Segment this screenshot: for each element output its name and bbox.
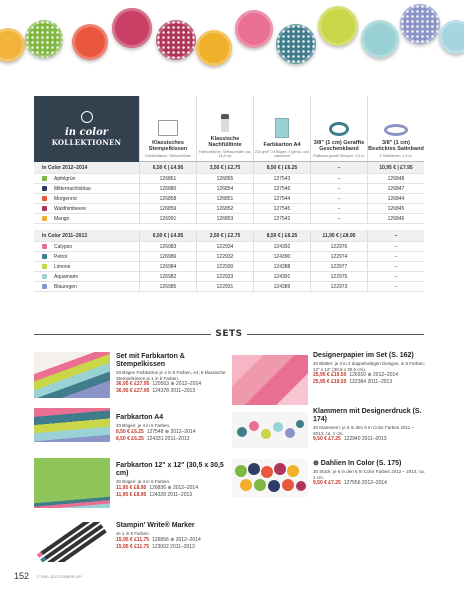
item-number-cell: 127542 — [253, 214, 310, 223]
color-name-cell — [34, 186, 139, 192]
color-row — [34, 174, 424, 184]
product-title: Farbkarton A4 — [116, 414, 164, 421]
product-dahlias — [313, 460, 425, 487]
flower-banner — [0, 0, 464, 90]
color-swatch — [42, 186, 47, 191]
price-line: 8,50 € £6.25 124331 2011–2013 — [116, 435, 190, 442]
product-title: ⊕ Dahlien In Color (S. 175) — [313, 460, 402, 467]
price-cell: 6,50 € | £4.95 — [139, 230, 196, 241]
flower-embellishment — [276, 24, 316, 64]
column-title: Klassisches Stempelkissen — [148, 139, 188, 153]
item-number-cell: – — [310, 174, 367, 183]
product-desc: 20 Bögen: je 4 in 5 Farben. — [116, 479, 171, 484]
cardstock-a4-image — [34, 408, 110, 442]
color-name-cell — [34, 216, 139, 222]
product-set-cardstock — [116, 353, 226, 395]
color-swatch — [42, 244, 47, 249]
item-number-cell: – — [367, 272, 424, 281]
clips-icon — [232, 412, 308, 448]
item-number-cell: – — [367, 282, 424, 291]
flower-embellishment — [0, 28, 25, 62]
item-number-cell: 124390 — [253, 252, 310, 261]
item-number-cell: 126846 — [367, 214, 424, 223]
color-row — [34, 252, 424, 262]
in-color-logo — [34, 96, 139, 162]
color-name-cell — [34, 264, 139, 270]
divider-line — [247, 334, 424, 335]
color-row — [34, 204, 424, 214]
price-cell: 8,50 € | £6.25 — [253, 162, 310, 173]
price-cell: 6,50 € | £4.95 — [139, 162, 196, 173]
price-cell: – — [367, 230, 424, 241]
column-sub: Farbtonfläche, Stiftnachfüller (ca. 14,8 ml) — [198, 149, 252, 158]
dahlias-icon — [232, 459, 308, 497]
item-number-cell: 122973 — [310, 282, 367, 291]
color-swatch — [42, 264, 47, 269]
item-number-cell: 124388 — [253, 262, 310, 271]
item-number-cell: 126852 — [196, 204, 253, 213]
color-row — [34, 194, 424, 204]
item-number-cell: 126855 — [196, 174, 253, 183]
item-number-cell: 122932 — [196, 252, 253, 261]
item-number-cell: – — [310, 194, 367, 203]
color-name: Apfelgrün — [54, 175, 76, 182]
color-swatch — [42, 284, 47, 289]
color-swatch — [42, 196, 47, 201]
product-desc: 20 Bögen: je 4 in 5 Farben. — [116, 423, 171, 428]
item-number-cell: 122931 — [196, 282, 253, 291]
color-name: Mango — [54, 215, 70, 222]
column-title: 3/8" (1 cm) Geraffte Geschenkband — [313, 139, 365, 153]
color-name: Morgenrot — [54, 195, 77, 202]
column-satinband — [367, 96, 424, 161]
designer-paper-image — [232, 355, 308, 405]
logo-subtitle: KOLLEKTIONEN — [51, 138, 122, 147]
page-number: 152 — [14, 571, 30, 581]
color-name-cell — [34, 196, 139, 202]
marker-image — [34, 522, 110, 562]
item-number-cell: 126859 — [139, 204, 196, 213]
section-title: In Color 2011–2013 — [42, 232, 88, 239]
item-number-cell: 122977 — [310, 262, 367, 271]
flower-embellishment — [72, 24, 108, 60]
cardstock-icon — [275, 118, 289, 138]
color-name-cell — [34, 274, 139, 280]
item-number-cell: 126844 — [367, 194, 424, 203]
section-title: In Color 2012–2014 — [42, 164, 88, 171]
item-number-cell: 126861 — [139, 174, 196, 183]
markers-icon — [34, 522, 110, 562]
price-line: 15,95 € £11.75 123002 2011–2013 — [116, 543, 195, 550]
column-sub: Raffband gerafft Stempel, 4,5 m. — [313, 153, 365, 158]
color-swatch — [42, 254, 47, 259]
product-title: Stampin' Write® Marker — [116, 522, 195, 529]
cardstock-set-image — [34, 352, 110, 398]
item-number-cell: 126858 — [139, 194, 196, 203]
item-number-cell: 126854 — [196, 184, 253, 193]
price-line: 36,95 € £27.95 124378 2011–2013 — [116, 388, 196, 395]
product-title: Set mit Farbkarton & Stempelkissen — [116, 353, 185, 368]
color-name: Waldhimbeere — [54, 205, 87, 212]
product-title: Designerpapier im Set (S. 162) — [313, 352, 414, 359]
product-designer-paper — [313, 352, 425, 386]
color-name: Calypso — [54, 243, 73, 250]
item-number-cell: 127546 — [253, 184, 310, 193]
column-title: 3/8" (1 cm) Besticktes Satinband — [368, 139, 424, 153]
product-cardstock-12x12 — [116, 462, 226, 499]
item-number-cell: – — [310, 204, 367, 213]
flower-embellishment — [400, 4, 440, 44]
item-number-cell: 126851 — [196, 194, 253, 203]
item-number-cell: 122930 — [196, 262, 253, 271]
item-number-cell: – — [367, 262, 424, 271]
page-footer — [14, 571, 82, 581]
item-number-cell: – — [367, 252, 424, 261]
column-stempelkissen — [139, 96, 196, 161]
color-name-cell — [34, 254, 139, 260]
item-number-cell: 122933 — [196, 272, 253, 281]
section-header-row — [34, 230, 424, 242]
divider-line — [34, 334, 211, 335]
price-cell: 3,50 € | £2.75 — [196, 162, 253, 173]
price-line: 36,95 € £27.95 129503 ⊕ 2012–2014 — [116, 381, 202, 388]
color-swatch — [42, 274, 47, 279]
product-title: Farbkarton 12" x 12" (30,5 x 30,5 cm) — [116, 462, 224, 477]
table-header — [34, 96, 424, 162]
column-geraffte-band — [310, 96, 367, 161]
column-nachfuelltinte — [196, 96, 253, 161]
item-number-cell: 126880 — [139, 184, 196, 193]
color-name-cell — [34, 244, 139, 250]
color-row — [34, 272, 424, 282]
product-desc: 30 Stück: je 6 in den 5 In Color Farben 2012 – 2014; ca. 1 cm. — [313, 469, 425, 480]
item-number-cell: 126991 — [139, 214, 196, 223]
item-number-cell: 124392 — [253, 242, 310, 251]
product-desc: 40 Blätter: je 4 in 2 doppelseitigen Designs, in 5 Farben; 12" x 12" (30,5 x 30,5 cm). — [313, 361, 425, 372]
color-swatch — [42, 216, 47, 221]
color-name: Petrol — [54, 253, 68, 260]
ink-bottle-icon — [221, 114, 229, 132]
color-name: Mitternachtsblau — [54, 185, 91, 192]
price-cell: 8,50 € | £6.25 — [253, 230, 310, 241]
item-number-cell: 127544 — [253, 194, 310, 203]
price-cell: 10,95 € | £7.95 — [367, 162, 424, 173]
price-line: 25,95 € £19.50 122384 2011–2013 — [313, 379, 393, 386]
flower-embellishment — [235, 10, 273, 48]
column-sub: 4 Stickfarben, 4,5 m. — [379, 153, 413, 158]
flower-embellishment — [196, 30, 232, 66]
logo-emblem-icon — [81, 111, 93, 123]
color-row — [34, 282, 424, 292]
flower-embellishment — [156, 20, 196, 60]
price-cell: 3,50 € | £2.75 — [196, 230, 253, 241]
item-number-cell: – — [310, 214, 367, 223]
dahlias-image — [232, 459, 308, 497]
item-number-cell: 126848 — [367, 174, 424, 183]
item-number-cell: 126982 — [139, 272, 196, 281]
color-row — [34, 262, 424, 272]
color-name-cell — [34, 284, 139, 290]
flower-embellishment — [361, 20, 399, 58]
item-number-cell: 127543 — [253, 174, 310, 183]
item-number-cell: 126847 — [367, 184, 424, 193]
flower-embellishment — [439, 20, 464, 54]
price-line: 8,50 € £6.25 127548 ⊕ 2012–2014 — [116, 428, 196, 435]
item-number-cell: 127545 — [253, 204, 310, 213]
color-name: Blauregen — [54, 283, 77, 290]
color-table — [34, 162, 424, 292]
product-marker — [116, 522, 226, 551]
logo-title: in color — [64, 127, 109, 138]
price-cell: – — [310, 162, 367, 173]
color-row — [34, 214, 424, 224]
product-title: Klammern mit Designerdruck (S. 174) — [313, 408, 422, 423]
price-line: 9,50 € £7.25 127556 2012–2014 — [313, 480, 387, 487]
product-desc: Je 1 in 5 Farben. — [116, 531, 150, 536]
price-line: 11,95 € £8.95 126836 ⊕ 2012–2014 — [116, 484, 198, 491]
product-desc: 20 Bögen Farbkarton je 4 in 5 Farben, A4; 5 klassische Stempelkissen je 1 in 5 Farben. — [116, 370, 226, 381]
color-name-cell — [34, 176, 139, 182]
copyright: © 1990–2012 STAMPIN' UP! — [37, 574, 82, 579]
item-number-cell: 122974 — [310, 252, 367, 261]
color-swatch — [42, 176, 47, 181]
color-row — [34, 184, 424, 194]
price-cell: 11,95 € | £8.95 — [310, 230, 367, 241]
cardstock-12x12-image — [34, 458, 110, 508]
price-line: 11,95 € £8.95 124328 2011–2013 — [116, 491, 193, 498]
item-number-cell: 126853 — [196, 214, 253, 223]
flower-embellishment — [112, 8, 152, 48]
flower-embellishment — [318, 6, 358, 46]
color-name: Aquamarin — [54, 273, 79, 280]
product-desc: 40 Klammern: je 8 in den 5 In Color Farben 2011 – 2013; ca. 1 cm. — [313, 425, 414, 436]
column-farbkarton — [253, 96, 310, 161]
item-number-cell: 124389 — [253, 282, 310, 291]
item-number-cell: 122975 — [310, 272, 367, 281]
item-number-cell: 126845 — [367, 204, 424, 213]
price-line: 15,95 € £11.75 126856 ⊕ 2012–2014 — [116, 536, 201, 543]
item-number-cell: 122934 — [196, 242, 253, 251]
color-name: Limone — [54, 263, 71, 270]
item-number-cell: 126985 — [139, 282, 196, 291]
color-name-cell — [34, 206, 139, 212]
item-number-cell: – — [367, 242, 424, 251]
price-line: 25,95 € £19.50 126910 ⊕ 2012–2014 — [313, 372, 399, 379]
item-number-cell: 126983 — [139, 242, 196, 251]
item-number-cell: 126986 — [139, 252, 196, 261]
sets-heading: SETS — [215, 329, 243, 339]
product-clips — [313, 408, 425, 443]
column-title: Klassische Nachfülltinte — [208, 135, 242, 149]
item-number-cell: 126984 — [139, 262, 196, 271]
ribbon-spool-icon — [329, 122, 349, 136]
flower-embellishment — [25, 20, 63, 58]
sets-divider — [34, 329, 424, 339]
item-number-cell: – — [310, 184, 367, 193]
column-title: Farbkarton A4 — [263, 142, 301, 149]
color-row — [34, 242, 424, 252]
item-number-cell: 122976 — [310, 242, 367, 251]
product-cardstock-a4 — [116, 414, 226, 443]
ink-pad-icon — [158, 120, 178, 136]
clips-image — [232, 412, 308, 448]
item-number-cell: 124391 — [253, 272, 310, 281]
color-swatch — [42, 206, 47, 211]
column-sub: Farbtonfläche, Stiftnachfüller — [145, 153, 191, 158]
satin-ribbon-icon — [384, 124, 408, 136]
price-line: 9,50 € £7.25 122940 2011–2013 — [313, 436, 387, 443]
column-sub: 216 g/m², 24 Bögen, 3 gemis. und naturweiß — [254, 149, 310, 158]
section-header-row — [34, 162, 424, 174]
